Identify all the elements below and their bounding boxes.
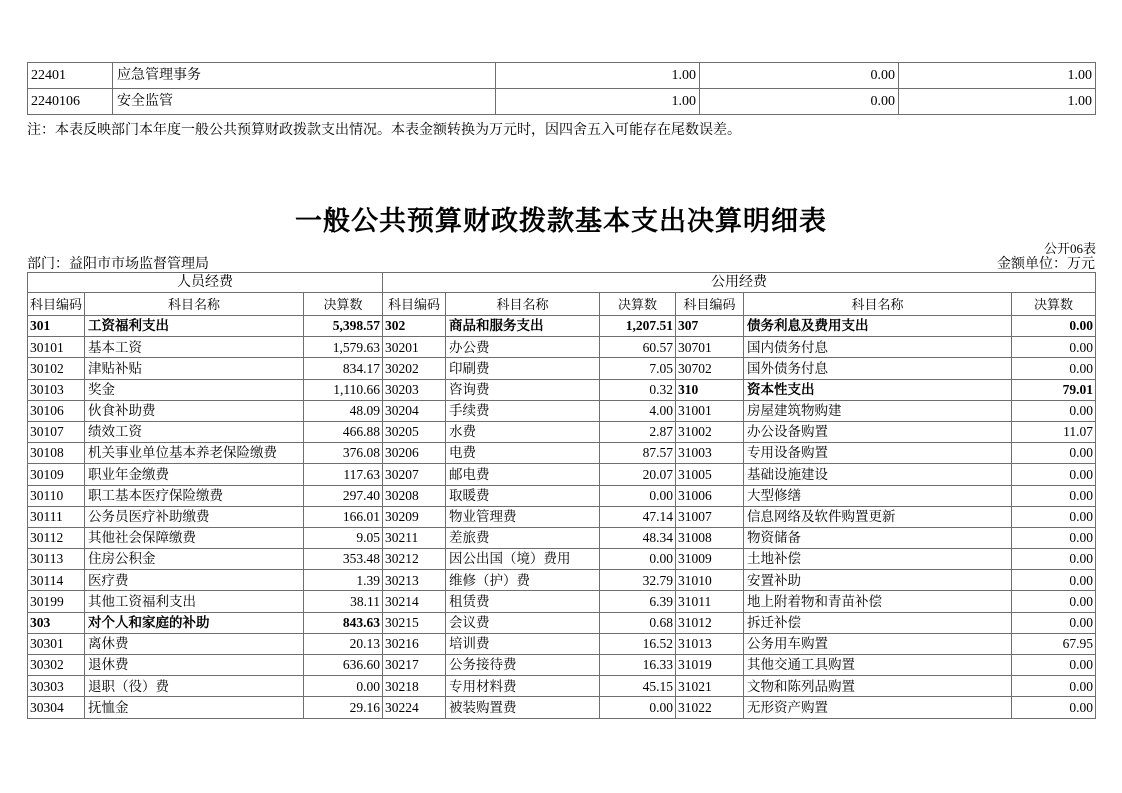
subject-name: 手续费 <box>446 401 600 422</box>
final-amount: 0.00 <box>1012 486 1096 507</box>
top-table-value: 1.00 <box>496 63 700 89</box>
subject-code: 31006 <box>676 486 744 507</box>
final-amount: 0.00 <box>1012 507 1096 528</box>
top-table-value: 1.00 <box>496 89 700 115</box>
subject-name: 取暖费 <box>446 486 600 507</box>
final-amount: 20.07 <box>600 464 676 485</box>
main-table <box>27 272 1096 719</box>
subject-name: 债务利息及费用支出 <box>744 316 1012 337</box>
final-amount: 6.39 <box>600 591 676 612</box>
column-header: 决算数 <box>600 293 676 316</box>
final-amount: 0.00 <box>600 697 676 718</box>
subject-name: 因公出国（境）费用 <box>446 549 600 570</box>
subject-code: 30199 <box>28 591 85 612</box>
final-amount: 38.11 <box>304 591 383 612</box>
subject-code: 30112 <box>28 528 85 549</box>
final-amount: 0.32 <box>600 380 676 401</box>
final-amount: 16.33 <box>600 655 676 676</box>
subject-name: 奖金 <box>85 380 304 401</box>
final-amount: 0.00 <box>304 676 383 697</box>
subject-name: 伙食补助费 <box>85 401 304 422</box>
subject-code: 30224 <box>383 697 446 718</box>
subject-name: 大型修缮 <box>744 486 1012 507</box>
form-number: 公开06表 <box>1043 241 1096 256</box>
subject-code: 307 <box>676 316 744 337</box>
subject-code: 30701 <box>676 337 744 358</box>
department-label: 部门：益阳市市场监督管理局 <box>27 257 209 272</box>
subject-name: 医疗费 <box>85 570 304 591</box>
page-title: 一般公共预算财政拨款基本支出决算明细表 <box>295 206 827 236</box>
final-amount: 166.01 <box>304 507 383 528</box>
final-amount: 636.60 <box>304 655 383 676</box>
subject-name: 绩效工资 <box>85 422 304 443</box>
subject-code: 31002 <box>676 422 744 443</box>
final-amount: 48.34 <box>600 528 676 549</box>
subject-name: 邮电费 <box>446 464 600 485</box>
subject-name: 资本性支出 <box>744 380 1012 401</box>
subject-code: 31003 <box>676 443 744 464</box>
top-table-value: 1.00 <box>899 63 1096 89</box>
final-amount: 376.08 <box>304 443 383 464</box>
subject-code: 30304 <box>28 697 85 718</box>
final-amount: 29.16 <box>304 697 383 718</box>
subject-code: 303 <box>28 613 85 634</box>
subject-name: 被装购置费 <box>446 697 600 718</box>
final-amount: 117.63 <box>304 464 383 485</box>
subject-name: 物业管理费 <box>446 507 600 528</box>
final-amount: 4.00 <box>600 401 676 422</box>
final-amount: 0.00 <box>1012 316 1096 337</box>
subject-code: 30218 <box>383 676 446 697</box>
subject-name: 退职（役）费 <box>85 676 304 697</box>
subject-name: 离休费 <box>85 634 304 655</box>
subject-name: 工资福利支出 <box>85 316 304 337</box>
subject-name: 信息网络及软件购置更新 <box>744 507 1012 528</box>
subject-name: 土地补偿 <box>744 549 1012 570</box>
subject-code: 30214 <box>383 591 446 612</box>
final-amount: 297.40 <box>304 486 383 507</box>
final-amount: 79.01 <box>1012 380 1096 401</box>
subject-name: 维修（护）费 <box>446 570 600 591</box>
final-amount: 0.00 <box>1012 613 1096 634</box>
final-amount: 47.14 <box>600 507 676 528</box>
subject-name: 职工基本医疗保险缴费 <box>85 486 304 507</box>
final-amount: 67.95 <box>1012 634 1096 655</box>
subject-code: 30302 <box>28 655 85 676</box>
subject-code: 30215 <box>383 613 446 634</box>
subject-code: 302 <box>383 316 446 337</box>
subject-name: 文物和陈列品购置 <box>744 676 1012 697</box>
subject-code: 30114 <box>28 570 85 591</box>
subject-name: 办公设备购置 <box>744 422 1012 443</box>
subject-name: 办公费 <box>446 337 600 358</box>
final-amount: 32.79 <box>600 570 676 591</box>
final-amount: 0.00 <box>1012 591 1096 612</box>
subject-name: 房屋建筑物购建 <box>744 401 1012 422</box>
subject-code: 30202 <box>383 358 446 379</box>
subject-code: 30106 <box>28 401 85 422</box>
subject-code: 30301 <box>28 634 85 655</box>
subject-code: 30207 <box>383 464 446 485</box>
subject-code: 30111 <box>28 507 85 528</box>
top-table-value: 1.00 <box>899 89 1096 115</box>
final-amount: 2.87 <box>600 422 676 443</box>
subject-name: 无形资产购置 <box>744 697 1012 718</box>
unit-label: 金额单位：万元 <box>997 257 1095 272</box>
subject-name: 其他社会保障缴费 <box>85 528 304 549</box>
subject-name: 印刷费 <box>446 358 600 379</box>
final-amount: 60.57 <box>600 337 676 358</box>
subject-code: 30217 <box>383 655 446 676</box>
subject-name: 公务用车购置 <box>744 634 1012 655</box>
subject-code: 31009 <box>676 549 744 570</box>
subject-name: 水费 <box>446 422 600 443</box>
subject-name: 对个人和家庭的补助 <box>85 613 304 634</box>
final-amount: 7.05 <box>600 358 676 379</box>
subject-code: 31022 <box>676 697 744 718</box>
subject-code: 31012 <box>676 613 744 634</box>
subject-code: 31007 <box>676 507 744 528</box>
subject-name: 培训费 <box>446 634 600 655</box>
subject-name: 租赁费 <box>446 591 600 612</box>
final-amount: 0.00 <box>1012 358 1096 379</box>
subject-code: 30702 <box>676 358 744 379</box>
subject-code: 30110 <box>28 486 85 507</box>
final-amount: 87.57 <box>600 443 676 464</box>
subject-code: 30213 <box>383 570 446 591</box>
final-amount: 0.00 <box>1012 549 1096 570</box>
column-header: 科目编码 <box>676 293 744 316</box>
subject-code: 31011 <box>676 591 744 612</box>
subject-name: 抚恤金 <box>85 697 304 718</box>
subject-code: 30107 <box>28 422 85 443</box>
footnote: 注：本表反映部门本年度一般公共预算财政拨款支出情况。本表金额转换为万元时，因四舍五入可能存在尾数误差。 <box>27 123 741 138</box>
final-amount: 353.48 <box>304 549 383 570</box>
final-amount: 0.00 <box>600 486 676 507</box>
subject-code: 31019 <box>676 655 744 676</box>
final-amount: 20.13 <box>304 634 383 655</box>
subject-code: 30103 <box>28 380 85 401</box>
subject-code: 30203 <box>383 380 446 401</box>
final-amount: 1,579.63 <box>304 337 383 358</box>
subject-code: 30208 <box>383 486 446 507</box>
final-amount: 9.05 <box>304 528 383 549</box>
subject-code: 30205 <box>383 422 446 443</box>
final-amount: 843.63 <box>304 613 383 634</box>
final-amount: 1,110.66 <box>304 380 383 401</box>
column-header: 科目编码 <box>383 293 446 316</box>
subject-name: 基本工资 <box>85 337 304 358</box>
subject-code: 30216 <box>383 634 446 655</box>
subject-code: 30303 <box>28 676 85 697</box>
final-amount: 0.00 <box>1012 655 1096 676</box>
top-table <box>27 62 1096 115</box>
subject-code: 30211 <box>383 528 446 549</box>
final-amount: 0.00 <box>1012 676 1096 697</box>
subject-name: 专用材料费 <box>446 676 600 697</box>
final-amount: 1.39 <box>304 570 383 591</box>
subject-name: 津贴补贴 <box>85 358 304 379</box>
subject-code: 31010 <box>676 570 744 591</box>
final-amount: 0.00 <box>1012 697 1096 718</box>
subject-code: 30209 <box>383 507 446 528</box>
final-amount: 16.52 <box>600 634 676 655</box>
subject-name: 公务员医疗补助缴费 <box>85 507 304 528</box>
final-amount: 0.00 <box>600 549 676 570</box>
subject-code: 31013 <box>676 634 744 655</box>
top-table-code: 22401 <box>28 63 113 89</box>
subject-code: 30212 <box>383 549 446 570</box>
final-amount: 0.68 <box>600 613 676 634</box>
subject-code: 30204 <box>383 401 446 422</box>
subject-name: 物资储备 <box>744 528 1012 549</box>
subject-name: 公务接待费 <box>446 655 600 676</box>
top-table-name: 安全监管 <box>113 89 496 115</box>
final-amount: 0.00 <box>1012 443 1096 464</box>
subject-code: 310 <box>676 380 744 401</box>
final-amount: 11.07 <box>1012 422 1096 443</box>
subject-name: 其他工资福利支出 <box>85 591 304 612</box>
subject-name: 住房公积金 <box>85 549 304 570</box>
subject-name: 会议费 <box>446 613 600 634</box>
subject-code: 31008 <box>676 528 744 549</box>
subject-code: 30108 <box>28 443 85 464</box>
final-amount: 45.15 <box>600 676 676 697</box>
subject-name: 职业年金缴费 <box>85 464 304 485</box>
column-header: 科目名称 <box>85 293 304 316</box>
group-header: 人员经费 <box>28 273 383 293</box>
top-table-value: 0.00 <box>700 63 899 89</box>
group-header: 公用经费 <box>383 273 1096 293</box>
subject-name: 国内债务付息 <box>744 337 1012 358</box>
subject-name: 基础设施建设 <box>744 464 1012 485</box>
final-amount: 0.00 <box>1012 337 1096 358</box>
final-amount: 466.88 <box>304 422 383 443</box>
final-amount: 1,207.51 <box>600 316 676 337</box>
final-amount: 0.00 <box>1012 464 1096 485</box>
subject-name: 安置补助 <box>744 570 1012 591</box>
top-table-code: 2240106 <box>28 89 113 115</box>
subject-name: 咨询费 <box>446 380 600 401</box>
top-table-name: 应急管理事务 <box>113 63 496 89</box>
subject-code: 30109 <box>28 464 85 485</box>
column-header: 科目名称 <box>446 293 600 316</box>
subject-name: 专用设备购置 <box>744 443 1012 464</box>
column-header: 科目编码 <box>28 293 85 316</box>
subject-name: 拆迁补偿 <box>744 613 1012 634</box>
subject-code: 31001 <box>676 401 744 422</box>
final-amount: 5,398.57 <box>304 316 383 337</box>
subject-code: 30113 <box>28 549 85 570</box>
subject-code: 301 <box>28 316 85 337</box>
final-amount: 48.09 <box>304 401 383 422</box>
subject-code: 31005 <box>676 464 744 485</box>
subject-name: 差旅费 <box>446 528 600 549</box>
subject-name: 商品和服务支出 <box>446 316 600 337</box>
final-amount: 0.00 <box>1012 401 1096 422</box>
subject-code: 31021 <box>676 676 744 697</box>
final-amount: 0.00 <box>1012 570 1096 591</box>
subject-name: 退休费 <box>85 655 304 676</box>
column-header: 决算数 <box>1012 293 1096 316</box>
subject-name: 机关事业单位基本养老保险缴费 <box>85 443 304 464</box>
subject-code: 30206 <box>383 443 446 464</box>
subject-name: 国外债务付息 <box>744 358 1012 379</box>
final-amount: 834.17 <box>304 358 383 379</box>
subject-code: 30101 <box>28 337 85 358</box>
subject-code: 30102 <box>28 358 85 379</box>
column-header: 科目名称 <box>744 293 1012 316</box>
subject-name: 其他交通工具购置 <box>744 655 1012 676</box>
final-amount: 0.00 <box>1012 528 1096 549</box>
column-header: 决算数 <box>304 293 383 316</box>
subject-name: 电费 <box>446 443 600 464</box>
meta-row <box>27 253 1095 273</box>
subject-name: 地上附着物和青苗补偿 <box>744 591 1012 612</box>
top-table-value: 0.00 <box>700 89 899 115</box>
subject-code: 30201 <box>383 337 446 358</box>
